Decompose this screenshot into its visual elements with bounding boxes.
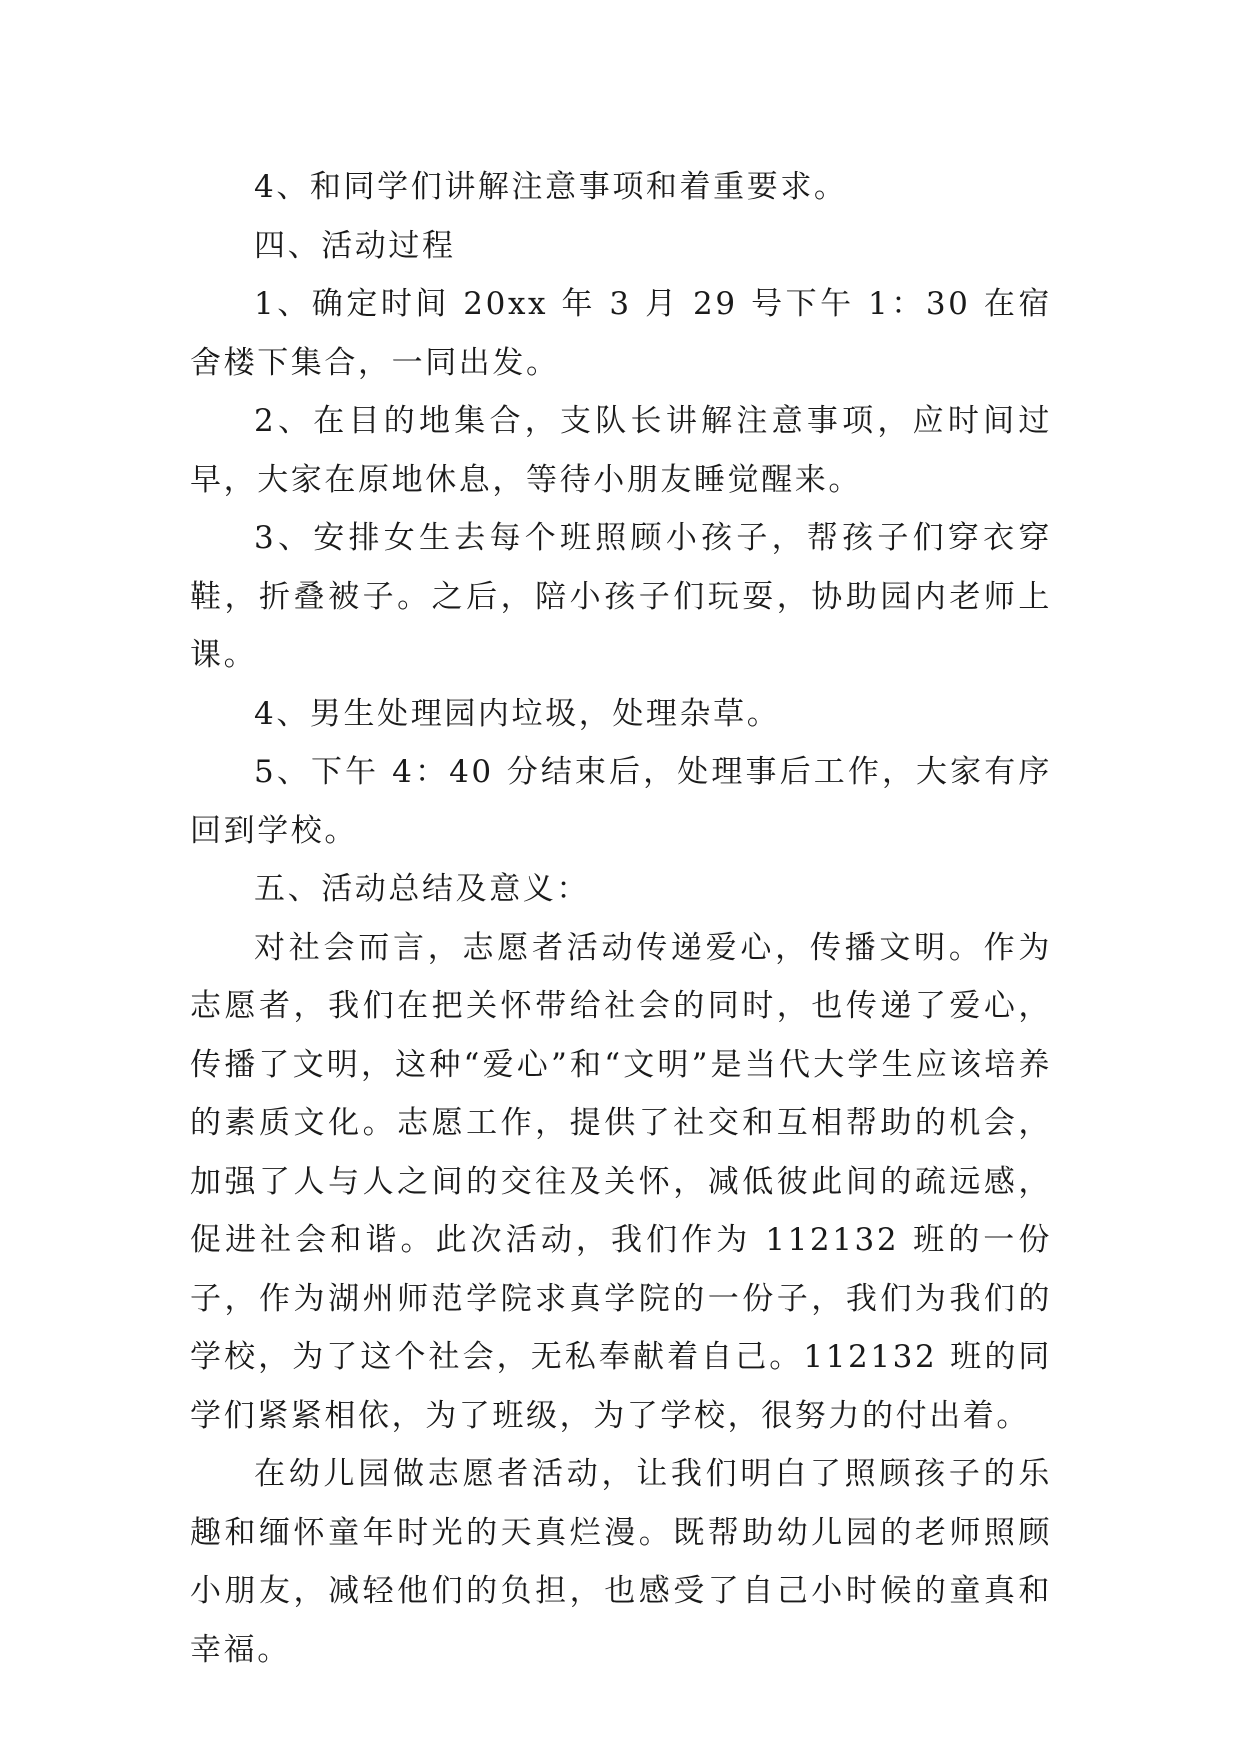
paragraph-process-5: 5、下午 4：40 分结束后，处理事后工作，大家有序回到学校。 [190, 754, 1052, 849]
paragraph-process-4: 4、男生处理园内垃圾，处理杂草。 [254, 695, 781, 732]
paragraph-process-3: 3、安排女生去每个班照顾小孩子，帮孩子们穿衣穿鞋，折叠被子。之后，陪小孩子们玩耍，协助园内老师上课。 [190, 520, 1052, 673]
paragraph-process-2: 2、在目的地集合，支队长讲解注意事项，应时间过早，大家在原地休息，等待小朋友睡觉醒来。 [190, 403, 1052, 498]
section-heading-summary: 五、活动总结及意义： [254, 871, 590, 907]
paragraph-summary-kindergarten: 在幼儿园做志愿者活动，让我们明白了照顾孩子的乐趣和缅怀童年时光的天真烂漫。既帮助幼儿园的老师照顾小朋友，减轻他们的负担，也感受了自己小时候的童真和幸福。 [190, 1456, 1052, 1668]
document-body [190, 158, 1052, 1679]
section-heading-activity-process: 四、活动过程 [254, 227, 456, 264]
paragraph-process-1: 1、确定时间 20xx 年 3 月 29 号下午 1：30 在宿舍楼下集合，一同出发。 [190, 286, 1052, 381]
paragraph-summary-society: 对社会而言，志愿者活动传递爱心，传播文明。作为志愿者，我们在把关怀带给社会的同时，也传递了爱心，传播了文明，这种“爱心”和“文明”是当代大学生应该培养的素质文化。志愿工作，提供了社交和互相帮助的机会，加强了人与人之间的交往及关怀，减低彼此间的疏远感，促进社会和谐。此次活动，我们作为 112132 班的一份子，作为湖州师范学院求真学院的一份子，我们为我们的学校，为了这个社会，无私奉献着自己。112132 班的同学们紧紧相依，为了班级，为了学校，很努力的付出着。 [190, 929, 1052, 1434]
paragraph-step-4-notes: 4、和同学们讲解注意事项和着重要求。 [254, 169, 848, 205]
